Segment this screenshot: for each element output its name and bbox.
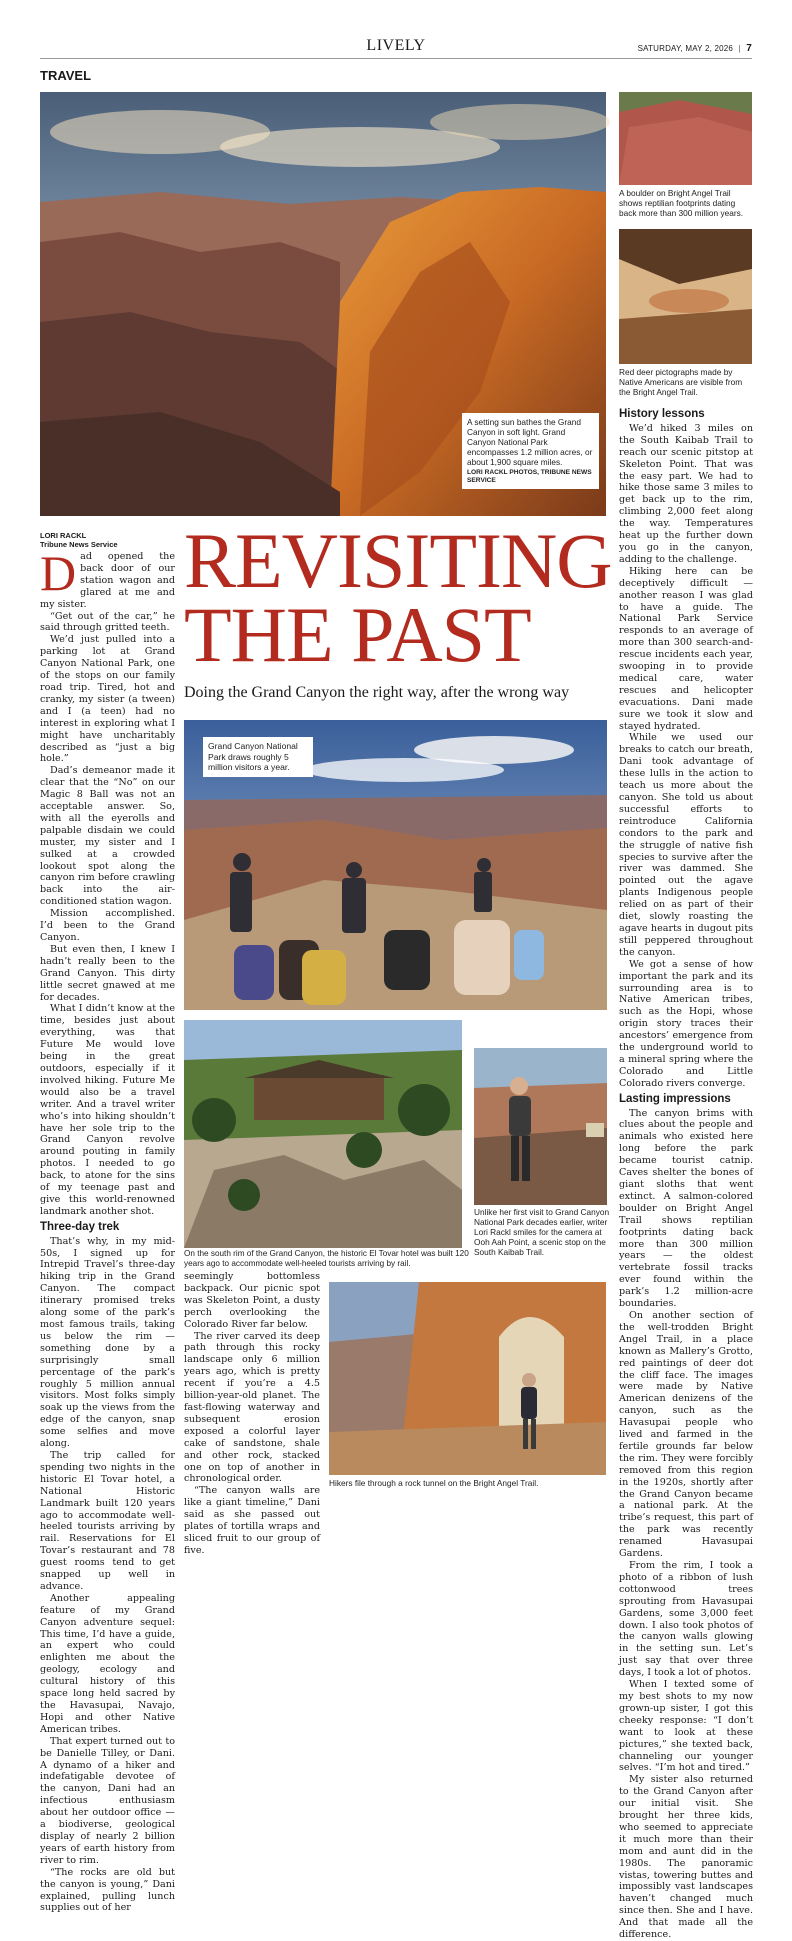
page-number: 7 bbox=[746, 43, 752, 54]
hiker-photo bbox=[474, 1048, 607, 1205]
hero-caption: A setting sun bathes the Grand Canyon in soft light. Grand Canyon National Park encompasses 1.2 million acres, or about 1,900 square miles. bbox=[467, 417, 593, 467]
paragraph: From the rim, I took a photo of a ribbon of lush cottonwood trees sprouting from Havasupai Gardens, some 3,000 feet down. I also took photos of the canyon walls glowing in the setting sun. Let’s just say that over three days, I took a lot of photos. bbox=[619, 1560, 753, 1679]
category-label: TRAVEL bbox=[40, 68, 92, 83]
headline-line1: REVISITING bbox=[184, 517, 612, 604]
paragraph: On another section of the well-trodden Bright Angel Trail, in a place known as Mallery’s Grotto, red paintings of deer dot the cliff face. The images were made by Native American denizens of the canyon, such as the Havasupai people who lived and farmed in the fertile grounds far below the rim. They were forcibly removed from this region in the 1920s, shortly after the Grand Canyon became a national park. At the tribe’s request, this part of the park was recently renamed Havasupai Gardens. bbox=[619, 1309, 753, 1560]
paragraph: seemingly bottomless backpack. Our picnic spot was Skeleton Point, a dusty perch overlooking the Colorado River far below. bbox=[184, 1271, 320, 1330]
paragraph: What I didn’t know at the time, besides just about everything, was that Future Me would love being in the great outdoors, especially if it involved hiking. Future Me would also be a travel writer. And a travel writer who’s into hiking shouldn’t have her sole trip to the Grand Canyon revolve around pouting in family photos. I needed to go back, to atone for the sins of my teenage past and give this world-renowned landmark another shot. bbox=[40, 1003, 175, 1217]
paragraph: “The rocks are old but the canyon is young,” Dani explained, pulling lunch supplies out of her bbox=[40, 1866, 175, 1914]
el-tovar-caption: On the south rim of the Grand Canyon, the historic El Tovar hotel was built 120 years ago to accommodate well-heeled tourists arriving by rail. bbox=[184, 1249, 469, 1268]
tunnel-photo bbox=[329, 1282, 606, 1475]
date-text: SATURDAY, MAY 2, 2026 bbox=[637, 44, 734, 53]
paragraph: While we used our breaks to catch our breath, Dani took advantage of these lulls in the action to teach us more about the canyon. She told us about successful efforts to reintroduce California condors to the park and the struggle of native fish species to survive after the river was dammed. She pointed out the agave plants Indigenous people relied on as part of their diet, slowly roasting the agave hearts in dugout pits still peppered throughout the canyon. bbox=[619, 732, 753, 958]
pictograph-caption: Red deer pictographs made by Native Americans are visible from the Bright Angel Trail. bbox=[619, 367, 743, 397]
el-tovar-photo bbox=[184, 1020, 462, 1248]
dropcap: D bbox=[40, 545, 77, 601]
tunnel-caption: Hikers file through a rock tunnel on the Bright Angel Trail. bbox=[329, 1478, 539, 1488]
paragraph: We’d hiked 3 miles on the South Kaibab Trail to reach our scenic pitstop at Skeleton Point. That was the easy part. We had to hike those same 3 miles to get back up to the rim, climbing 2,000 feet along the way. Temperatures heat up the further down you go in the canyon, adding to the challenge. bbox=[619, 422, 753, 565]
paragraph: My sister also returned to the Grand Canyon after our initial visit. She brought her three kids, who seemed to appreciate it much more than their mom and aunt did in the 1980s. The panoramic vistas, towering buttes and impossibly vast landscapes haven’t changed much since then. She and I have. And that made all the difference. bbox=[619, 1774, 753, 1941]
paragraph: But even then, I knew I hadn’t really been to the Grand Canyon. This dirty little secret gnawed at me for decades. bbox=[40, 943, 175, 1003]
boulder-caption: A boulder on Bright Angel Trail shows reptilian footprints dating back more than 300 million years. bbox=[619, 188, 744, 218]
pictograph-photo bbox=[619, 229, 752, 364]
page-date bbox=[638, 43, 752, 54]
paragraph: The trip called for spending two nights in the historic El Tovar hotel, a National Historic Landmark built 120 years ago to accommodate well-heeled tourists arriving by rail. Reservations for El Tovar’s restaurant and 78 guest rooms tend to get snapped up well in advance. bbox=[40, 1449, 175, 1592]
paragraph: The river carved its deep path through this rocky landscape only 6 million years ago, which is pretty recent if you’re a 4.5 billion-year-old planet. The fast-flowing waterway and subsequent erosion exposed a colorful layer cake of sandstone, shale and other rock, stacked one on top of another in chronological order. bbox=[184, 1330, 320, 1485]
column-2 bbox=[184, 1271, 320, 1556]
paragraph: When I texted some of my best shots to my now grown-up sister, I got this cheeky response: “I don’t want to look at these pictures,” she texted back, channeling our younger selves. “I’m hot and tired.” bbox=[619, 1679, 753, 1774]
paragraph: Dad’s demeanor made it clear that the “No” on our Magic 8 Ball was not an acceptable answer. So, with all the eyerolls and palpable disdain we could muster, my sister and I sulked at a crowded lookout spot along the canyon rim before crawling back into the air-conditioned station wagon. bbox=[40, 765, 175, 908]
paragraph: We got a sense of how important the park and its surrounding area is to Native American tribes, such as the Hopi, whose origin story traces their ancestors’ emergence from the underground world to a mineral spring where the Colorado and Little Colorado rivers converge. bbox=[619, 958, 753, 1089]
paragraph: The canyon brims with clues about the people and animals who existed here long before the park became tourist catnip. Caves shelter the bones of giant sloths that went extinct. A salmon-colored boulder on Bright Angel Trail shows reptilian footprints dating back more than 300 million years — the oldest vertebrate fossil tracks ever found within the park’s 1.2 million-acre boundaries. bbox=[619, 1107, 753, 1310]
header-rule bbox=[40, 58, 752, 59]
subhead-lasting-impressions: Lasting impressions bbox=[619, 1092, 731, 1105]
column-4 bbox=[619, 405, 753, 1941]
byline-author: LORI RACKL bbox=[40, 531, 87, 540]
hero-caption-box bbox=[462, 413, 599, 489]
column-1 bbox=[40, 545, 175, 1914]
separator: | bbox=[738, 44, 741, 53]
group-caption-box bbox=[203, 737, 313, 777]
paragraph: Mission accomplished. I’d been to the Grand Canyon. bbox=[40, 908, 175, 943]
hiker-caption: Unlike her first visit to Grand Canyon National Park decades earlier, writer Lori Rackl smiles for the camera at Ooh Aah Point, a scenic stop on the South Kaibab Trail. bbox=[474, 1207, 610, 1257]
paragraph: “Get out of the car,” he said through gritted teeth. bbox=[40, 610, 175, 634]
byline-org: Tribune News Service bbox=[40, 540, 118, 549]
paragraph: We’d just pulled into a parking lot at Grand Canyon National Park, one of the stops on our family road trip. Tired, hot and cranky, my sister (a tween) and I (a teen) had no interest in exploring what I might have uncharitably described as “just a big hole.” bbox=[40, 634, 175, 765]
headline-subtitle: Doing the Grand Canyon the right way, after the wrong way bbox=[184, 684, 570, 701]
subhead-history-lessons: History lessons bbox=[619, 408, 705, 420]
headline-line2: THE PAST bbox=[184, 591, 531, 678]
boulder-photo bbox=[619, 92, 752, 185]
paragraph: Another appealing feature of my Grand Canyon adventure sequel: This time, I’d have a guide, an expert who could enlighten me about the geology, ecology and cultural history of this space long held sacred by the Havasupai, Navajo, Hopi and other Native American tribes. bbox=[40, 1592, 175, 1735]
paragraph: “The canyon walls are like a giant timeline,” Dani said as she passed out plates of tortilla wraps and sliced fruit to our group of five. bbox=[184, 1485, 320, 1556]
paragraph: That expert turned out to be Danielle Tilley, or Dani. A dynamo of a hiker and indefatigable devotee of the canyon, Dani had an infectious enthusiasm about her outdoor office — a biodiverse, geological display of nearly 2 billion years of earth history from river to rim. bbox=[40, 1735, 175, 1866]
paragraph: Hiking here can be deceptively difficult — another reason I was glad to have a guide. The National Park Service responds to an average of more than 300 search-and-rescue incidents each year, swooping in to provide medical care, water rescues and helicopter evacuations. Dani made sure we took it slow and stayed hydrated. bbox=[619, 565, 753, 732]
section-name: LIVELY bbox=[366, 37, 426, 54]
subhead-three-day-trek: Three-day trek bbox=[40, 1220, 120, 1233]
paragraph: That’s why, in my mid-50s, I signed up for Intrepid Travel’s three-day hiking trip in the Grand Canyon. The compact itinerary promised treks along some of the park’s most famous trails, taking us below the rim — something done by a surprisingly small percentage of the park’s roughly 5 million annual visitors. Most folks simply soak up the views from the edge of the canyon, snap some selfies and move along. bbox=[40, 1235, 175, 1450]
group-caption: Grand Canyon National Park draws roughly 5 million visitors a year. bbox=[208, 741, 298, 772]
paragraph: ad opened the back door of our station wagon and glared at me and my sister. bbox=[40, 551, 175, 610]
hero-credit: LORI RACKL PHOTOS, TRIBUNE NEWS SERVICE bbox=[467, 469, 592, 484]
